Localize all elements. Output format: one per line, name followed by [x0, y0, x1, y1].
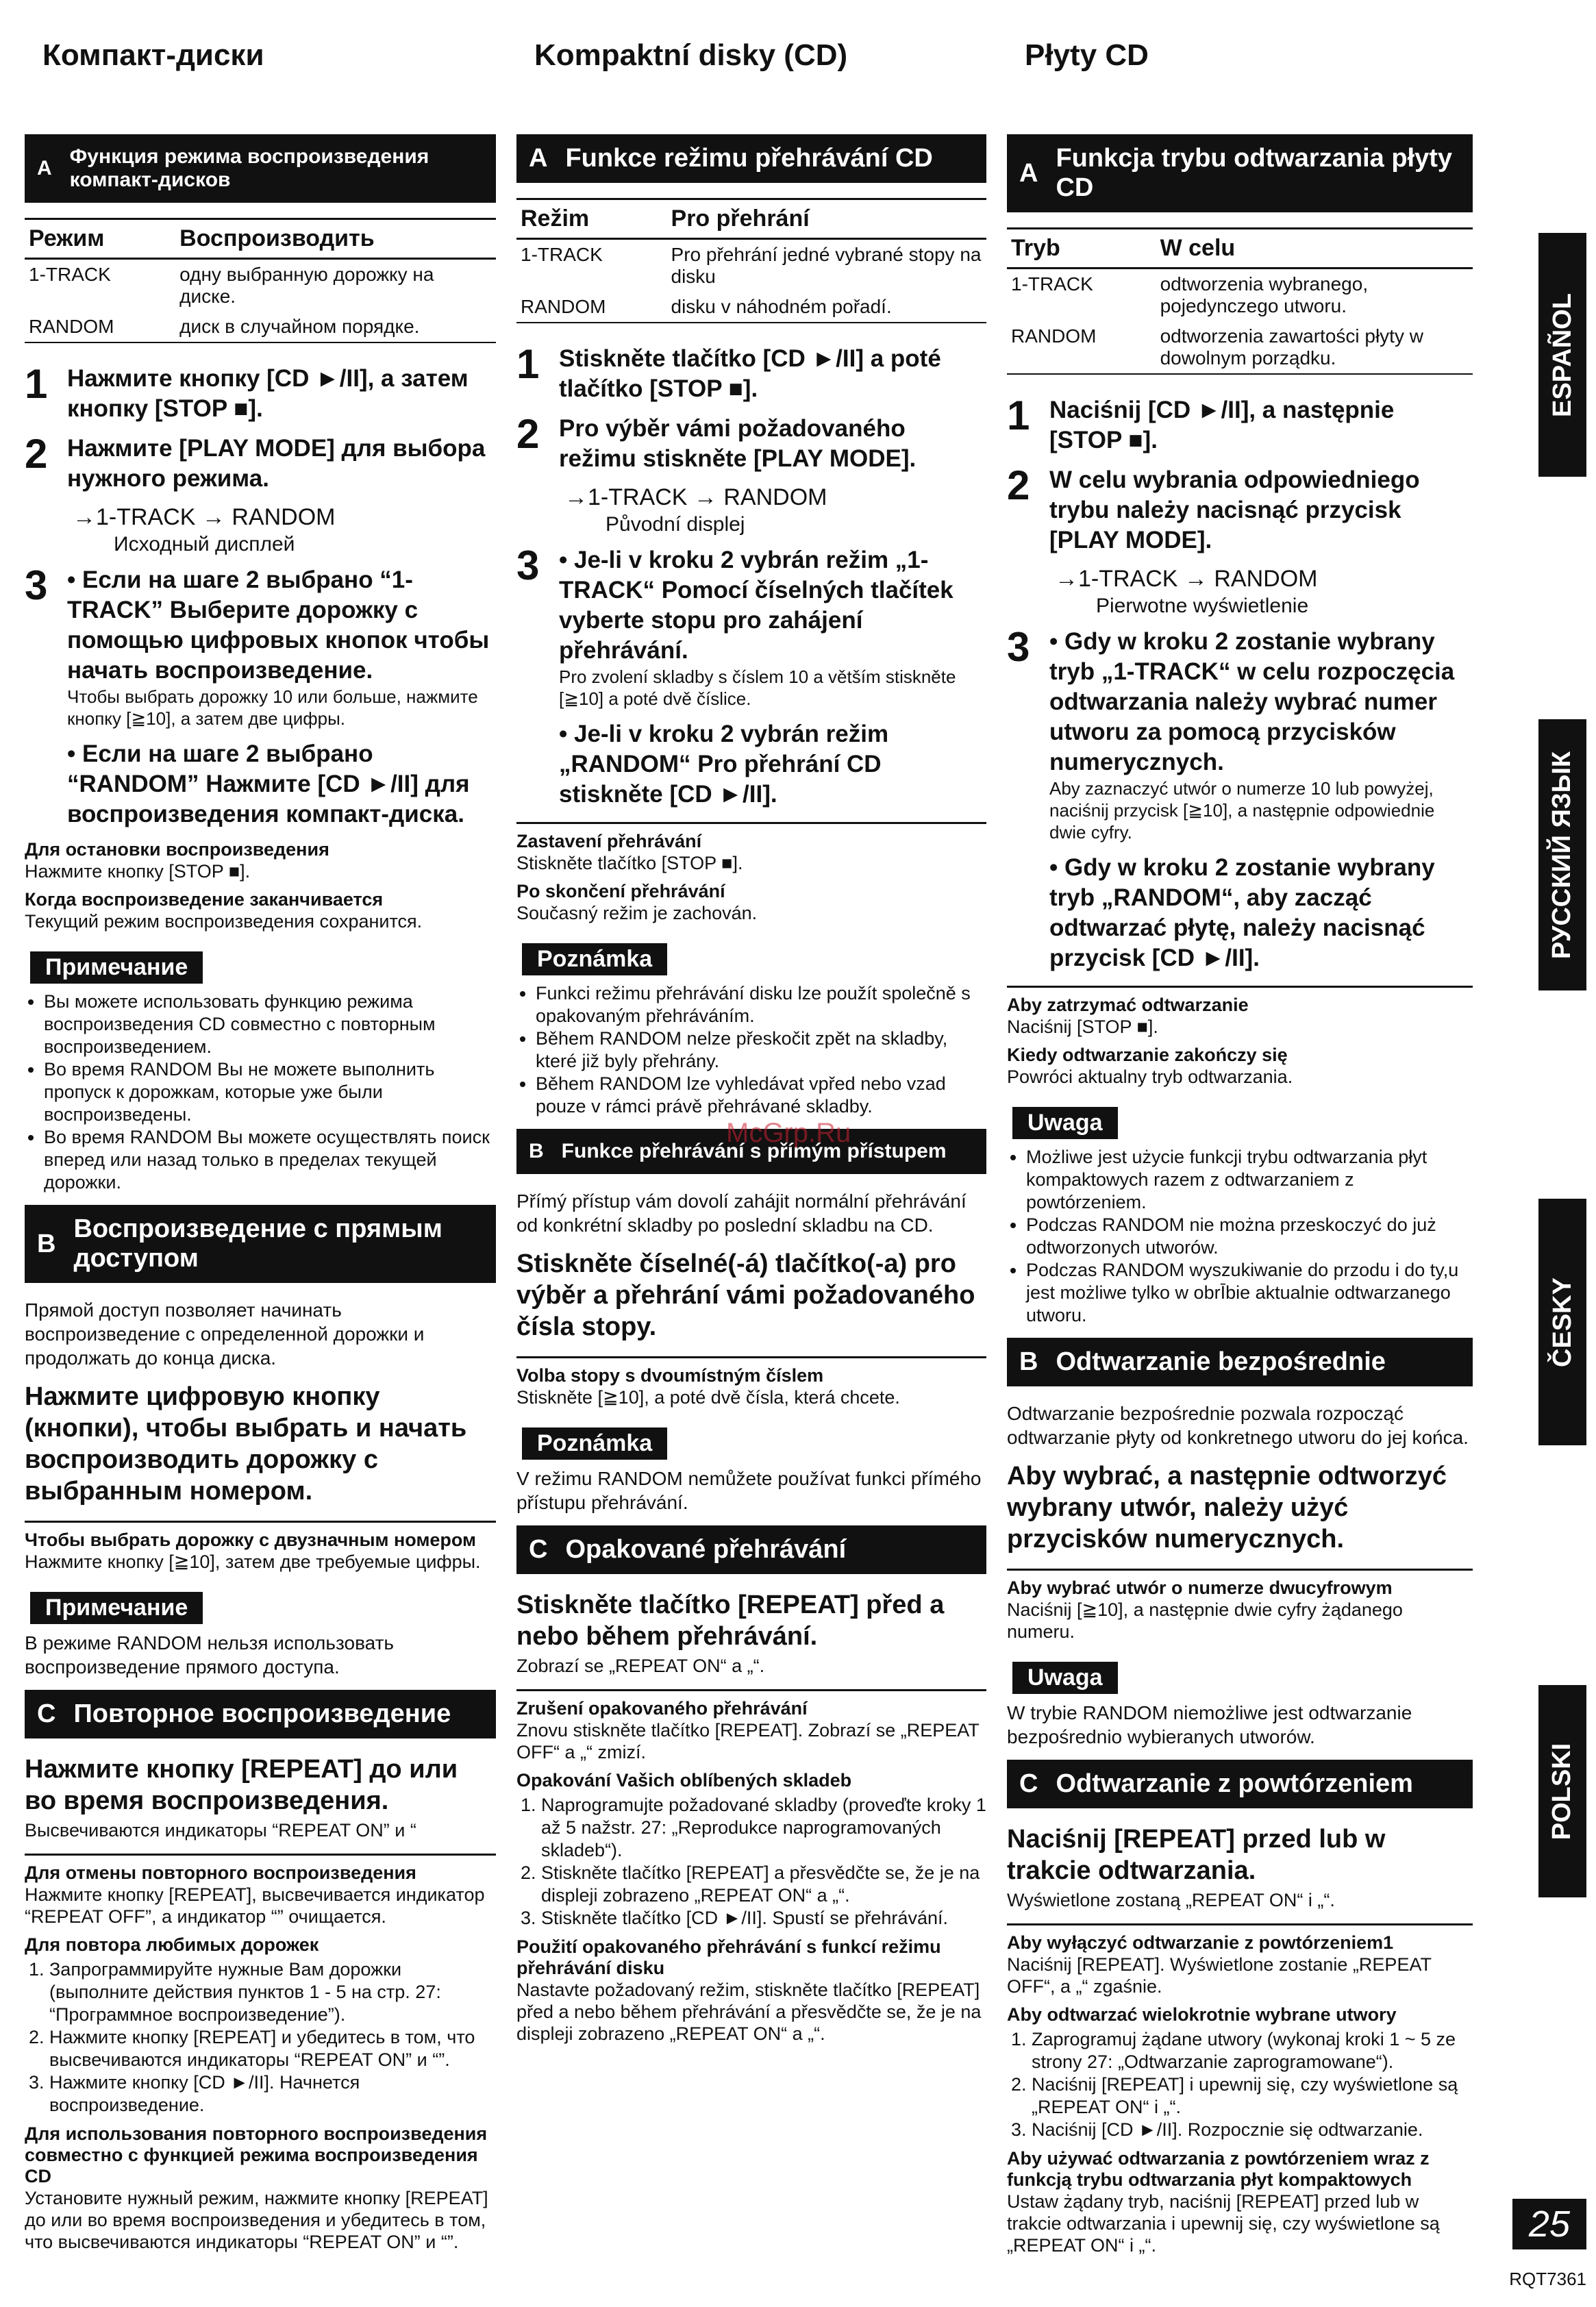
table-row: RANDOM диск в случайном порядке.: [25, 312, 496, 342]
step-3-random: • Если на шаге 2 выбрано “RANDOM” Нажмите [CD ►/II] для воспроизведения компакт-диска.: [67, 740, 470, 827]
section-c-header: C Odtwarzanie z powtórzeniem: [1007, 1760, 1473, 1808]
mode-flow-diagram: →1-TRACK → RANDOM Исходный дисплей: [73, 504, 336, 556]
section-letter: A: [37, 157, 52, 179]
language-tab-espanol: ESPAÑOL: [1538, 233, 1586, 477]
section-b-header: B Funkce přehrávání s přímým přístupem: [516, 1129, 986, 1174]
step-3: 3 • Gdy w kroku 2 zostanie wybrany tryb „1-TRACK“ w celu rozpoczęcia odtwarzania należy wybrać numer utworu za pomocą przycisków numerycznych. Aby zaznaczyć utwór o numerze 10 lub powyżej, naciśnij przycisk [≧10], a następnie odpowiednie dwie cyfry.: [1007, 624, 1455, 843]
step-1: 1 Naciśnij [CD ►/II], a następnie [STOP ■].: [1007, 392, 1395, 453]
table-header-play: Воспроизводить: [175, 219, 496, 259]
mode-flow-diagram: →1-TRACK → RANDOM Pierwotne wyświetlenie: [1055, 566, 1318, 617]
section-a-header: A Funkcja trybu odtwarzania płyty CD: [1007, 134, 1473, 212]
column-russian: Компакт-диски A Функция режима воспроизведения компакт-дисков Режим Воспроизводить 1-TRACK одну выбранную дорожку на диске. RANDOM диск в случайном порядке. 1 Нажмите кнопку [CD ►/II], а затем кнопку [STOP ■]. 2 Нажмите [PLAY MODE] для выбора нужного режима. →1-TRACK → RANDOM Исходный дисплей 3 • Если на шаге 2 выбрано “1-TRACK” Выберите дорожку с помощью цифровых кнопок чтобы начать воспроизведение. Чтобы выбрать дорожку 10 или больше, нажмите кнопку [≧10], а затем две цифры. • Если на шаге 2 выбрано “RANDOM” Нажмите [CD ►/II] для воспроизведения компакт-диска. Для остановки воспроизведения Нажмите кнопку [STOP ■]. Когда воспроизведение заканчивается Текущий режим воспроизведения сохранится. Примечание • Вы можете использовать функцию режима воспроизведения CD совместно с повторным воспроизведением. • Во время RANDOM Вы не можете выполнить пропуск к дорожкам, которые уже были воспроизведены. • Во время RANDOM Вы можете осуществлять поиск вперед или назад только в пределах текущей дорожки. B Воспроизведение с прямым доступом Прямой доступ позволяет начинать воспроизведение с определенной дорожки и продолжать до конца диска. Нажмите цифровую кнопку (кнопки), чтобы выбрать и начать воспроизводить дорожку с выбранным номером. Чтобы выбрать дорожку с двузначным номером Нажмите кнопку [≧10], затем две требуемые цифры. Примечание В режиме RANDOM нельзя использовать воспроизведение прямого доступа. C Повторное воспроизведение Нажмите кнопку [REPEAT] до или во время воспроизведения. Высвечиваются индикаторы “REPEAT ON” и “ Для отмены повторного воспроизведения Нажмите кнопку [REPEAT], высвечивается индикатор “REPEAT OFF”, а индикатор “” очищается. Для повтора любимых дорожек 1. Запрограммируйте нужные Вам дорожки (выполните действия пунктов 1 - 5 на стр. 27: “Программное воспроизведение”). 2. Нажмите кнопку [REPEAT] и убедитесь в том, что высвечиваются индикаторы “REPEAT ON” и “”. 3. Нажмите кнопку [CD ►/II]. Начнется воспроизведение. Для использования повторного воспроизведения совместно с функцией режима воспроизведения CD Установите нужный режим, нажмите кнопку [REPEAT] до или во время воспроизведения и убедитесь в том, что высвечиваются индикаторы “REPEAT ON” и “”.: [25, 38, 496, 2257]
column-title: Компакт-диски: [42, 38, 264, 72]
table-row: 1-TRACK Pro přehrání jedné vybrané stopy na disku: [521, 244, 982, 287]
mode-table: [25, 218, 496, 343]
section-title: Функция режима воспроизведения компакт-дисков: [69, 145, 429, 191]
step-2: 2 W celu wybrania odpowiedniego trybu należy nacisnąć przycisk [PLAY MODE].: [1007, 462, 1420, 553]
section-b-header: B Воспроизведение с прямым доступом: [25, 1205, 496, 1283]
column-polish: Płyty CD A Funkcja trybu odtwarzania płyty CD Tryb W celu 1-TRACK odtworzenia wybranego, pojedynczego utworu. RANDOM odtworzenia zawartości płyty w dowolnym porządku. 1 Naciśnij [CD ►/II], a następnie [STOP ■]. 2 W celu wybrania odpowiedniego trybu należy nacisnąć przycisk [PLAY MODE]. →1-TRACK → RANDOM Pierwotne wyświetlenie 3 • Gdy w kroku 2 zostanie wybrany tryb „1-TRACK“ w celu rozpoczęcia odtwarzania należy wybrać numer utworu za pomocą przycisków numerycznych. Aby zaznaczyć utwór o numerze 10 lub powyżej, naciśnij przycisk [≧10], a następnie odpowiednie dwie cyfry. • Gdy w kroku 2 zostanie wybrany tryb „RANDOM“, aby zacząć odtwarzać płytę, należy nacisnąć przycisk [CD ►/II]. Aby zatrzymać odtwarzanie Naciśnij [STOP ■]. Kiedy odtwarzanie zakończy się Powróci aktualny tryb odtwarzania. Uwaga • Możliwe jest użycie funkcji trybu odtwarzania płyt kompaktowych razem z odtwarzaniem z powtórzeniem. • Podczas RANDOM nie można przeskoczyć do już odtworzonych utworów. • Podczas RANDOM wyszukiwanie do przodu i do ty,u jest możliwe tylko w obrĪbie aktualnie odtwarzanego utworu. B Odtwarzanie bezpośrednie Odtwarzanie bezpośrednie pozwala rozpocząć odtwarzanie płyty od konkretnego utworu do jej końca. Aby wybrać, a następnie odtworzyć wybrany utwór, należy użyć przycisków numerycznych. Aby wybrać utwór o numerze dwucyfrowym Naciśnij [≧10], a następnie dwie cyfry żądanego numeru. Uwaga W trybie RANDOM niemożliwe jest odtwarzanie bezpośrednio wybieranych utworów. C Odtwarzanie z powtórzeniem Naciśnij [REPEAT] przed lub w trakcie odtwarzania. Wyświetlone zostaną „REPEAT ON“ i „“. Aby wyłączyć odtwarzanie z powtórzeniem1 Naciśnij [REPEAT]. Wyświetlone zostanie „REPEAT OFF“, a „“ zgaśnie. Aby odtwarzać wielokrotnie wybrane utwory 1. Zaprogramuj żądane utwory (wykonaj kroki 1 ~ 5 ze strony 27: „Odtwarzanie zaprogramowane“). 2. Naciśnij [REPEAT] i upewnij się, czy wyświetlone są „REPEAT ON“ i „“. 3. Naciśnij [CD ►/II]. Rozpocznie się odtwarzanie. Aby używać odtwarzania z powtórzeniem wraz z funkcją trybu odtwarzania płyt kompaktowych Ustaw żądany tryb, naciśnij [REPEAT] przed lub w trakcie odtwarzania i upewnij się, czy wyświetlone są „REPEAT ON“ i „“.: [1007, 38, 1473, 2260]
page-number: 25: [1512, 2199, 1586, 2249]
step-3: 3 • Если на шаге 2 выбрано “1-TRACK” Выберите дорожку с помощью цифровых кнопок чтобы начать воспроизведение. Чтобы выбрать дорожку 10 или больше, нажмите кнопку [≧10], а затем две цифры.: [25, 562, 490, 729]
table-header-mode: Режим: [25, 219, 175, 259]
column-title: Kompaktní disky (CD): [534, 38, 848, 72]
mode-table: Tryb W celu 1-TRACK odtworzenia wybranego, pojedynczego utworu. RANDOM odtworzenia zawartości płyty w dowolnym porządku.: [1007, 227, 1473, 375]
step-1: 1 Stiskněte tlačítko [CD ►/II] a poté tlačítko [STOP ■].: [516, 341, 941, 402]
section-a-header: [25, 134, 496, 203]
language-tab-russian: РУССКИЙ ЯЗЫК: [1538, 719, 1586, 990]
model-code: RQT7361: [1509, 2269, 1586, 2289]
column-title: Płyty CD: [1025, 38, 1149, 72]
step-3-random: • Gdy w kroku 2 zostanie wybrany tryb „RANDOM“, aby zacząć odtwarzać płytę, należy nacisnąć przycisk [CD ►/II].: [1049, 854, 1435, 971]
step-1: 1 Нажмите кнопку [CD ►/II], а затем кнопку [STOP ■].: [25, 361, 469, 422]
mode-table: Režim Pro přehrání 1-TRACK Pro přehrání jedné vybrané stopy na disku RANDOM disku v náhodném pořadí.: [516, 198, 986, 323]
language-tab-polish: POLSKI: [1538, 1685, 1586, 1897]
divider: [25, 1521, 496, 1523]
section-c-header: C Повторное воспроизведение: [25, 1690, 496, 1738]
note-label: Примечание: [30, 951, 203, 984]
section-c-header: C Opakované přehrávání: [516, 1525, 986, 1574]
section-b-header: B Odtwarzanie bezpośrednie: [1007, 1338, 1473, 1386]
table-row: RANDOM disku v náhodném pořadí.: [516, 292, 986, 323]
step-3: 3 • Je-li v kroku 2 vybrán režim „1-TRACK“ Pomocí číselných tlačítek vyberte stopu pro zahájení přehrávání. Pro zvolení skladby s číslem 10 a větším stiskněte [≧10] a poté dvě číslice.: [516, 543, 956, 709]
mode-flow-diagram: →1-TRACK → RANDOM Původní displej: [564, 484, 827, 536]
note-list: • Вы можете использовать функцию режима воспроизведения CD совместно с повторным воспроизведением. • Во время RANDOM Вы не можете выполнить пропуск к дорожкам, которые уже были воспроизведены. • Во время RANDOM Вы можете осуществлять поиск вперед или назад только в пределах текущей дорожки.: [25, 990, 496, 1194]
step-3-random: • Je-li v kroku 2 vybrán režim „RANDOM“ Pro přehrání CD stiskněte [CD ►/II].: [559, 721, 889, 808]
column-czech: Kompaktní disky (CD) A Funkce režimu přehrávání CD Režim Pro přehrání 1-TRACK Pro přehrání jedné vybrané stopy na disku RANDOM disku v náhodném pořadí. 1 Stiskněte tlačítko [CD ►/II] a poté tlačítko [STOP ■]. 2 Pro výběr vámi požadovaného režimu stiskněte [PLAY MODE]. →1-TRACK → RANDOM Původní displej 3 • Je-li v kroku 2 vybrán režim „1-TRACK“ Pomocí číselných tlačítek vyberte stopu pro zahájení přehrávání. Pro zvolení skladby s číslem 10 a větším stiskněte [≧10] a poté dvě číslice. • Je-li v kroku 2 vybrán režim „RANDOM“ Pro přehrání CD stiskněte [CD ►/II]. Zastavení přehrávání Stiskněte tlačítko [STOP ■]. Po skončení přehrávání Současný režim je zachován. Poznámka • Funkci režimu přehrávání disku lze použít společně s opakovaným přehráváním. • Během RANDOM nelze přeskočit zpět na skladby, které již byly přehrány. • Během RANDOM lze vyhledávat vpřed nebo vzad pouze v rámci právě přehrávané skladby. B Funkce přehrávání s přímým přístupem Přímý přístup vám dovolí zahájit normální přehrávání od konkrétní skladby po poslední skladbu na CD. Stiskněte číselné(-á) tlačítko(-a) pro výběr a přehrání vámi požadovaného čísla stopy. Volba stopy s dvoumístným číslem Stiskněte [≧10], a poté dvě čísla, která chcete. Poznámka V režimu RANDOM nemůžete používat funkci přímého přístupu přehrávání. C Opakované přehrávání Stiskněte tlačítko [REPEAT] před a nebo během přehrávání. Zobrazí se „REPEAT ON“ a „“. Zrušení opakovaného přehrávání Znovu stiskněte tlačítko [REPEAT]. Zobrazí se „REPEAT OFF“ a „“ zmizí. Opakování Vašich oblíbených skladeb 1. Naprogramujte požadované skladby (proveďte kroky 1 až 5 nažstr. 27: „Reprodukce naprogramovaných skladeb“). 2. Stiskněte tlačítko [REPEAT] a přesvědčte se, že je na displeji zobrazeno „REPEAT ON“ a „“. 3. Stiskněte tlačítko [CD ►/II]. Spustí se přehrávání. Použití opakovaného přehrávání s funkcí režimu přehrávání disku Nastavte požadovaný režim, stiskněte tlačítko [REPEAT] před a nebo během přehrávání a přesvědčte se, že je na displeji zobrazeno „REPEAT ON“ a „“.: [516, 38, 986, 2049]
table-row: 1-TRACK одну выбранную дорожку на диске.: [29, 264, 434, 307]
table-row: 1-TRACK odtworzenia wybranego, pojedynczego utworu.: [1011, 273, 1369, 316]
step-2: 2 Pro výběr vámi požadovaného režimu stiskněte [PLAY MODE].: [516, 411, 917, 472]
language-tab-czech: ČESKY: [1538, 1199, 1586, 1445]
step-2: 2 Нажмите [PLAY MODE] для выбора нужного режима.: [25, 431, 486, 492]
table-row: RANDOM odtworzenia zawartości płyty w dowolnym porządku.: [1007, 321, 1473, 374]
section-a-header: A Funkce režimu přehrávání CD: [516, 134, 986, 183]
watermark: McGrp.Ru: [726, 1118, 851, 1148]
